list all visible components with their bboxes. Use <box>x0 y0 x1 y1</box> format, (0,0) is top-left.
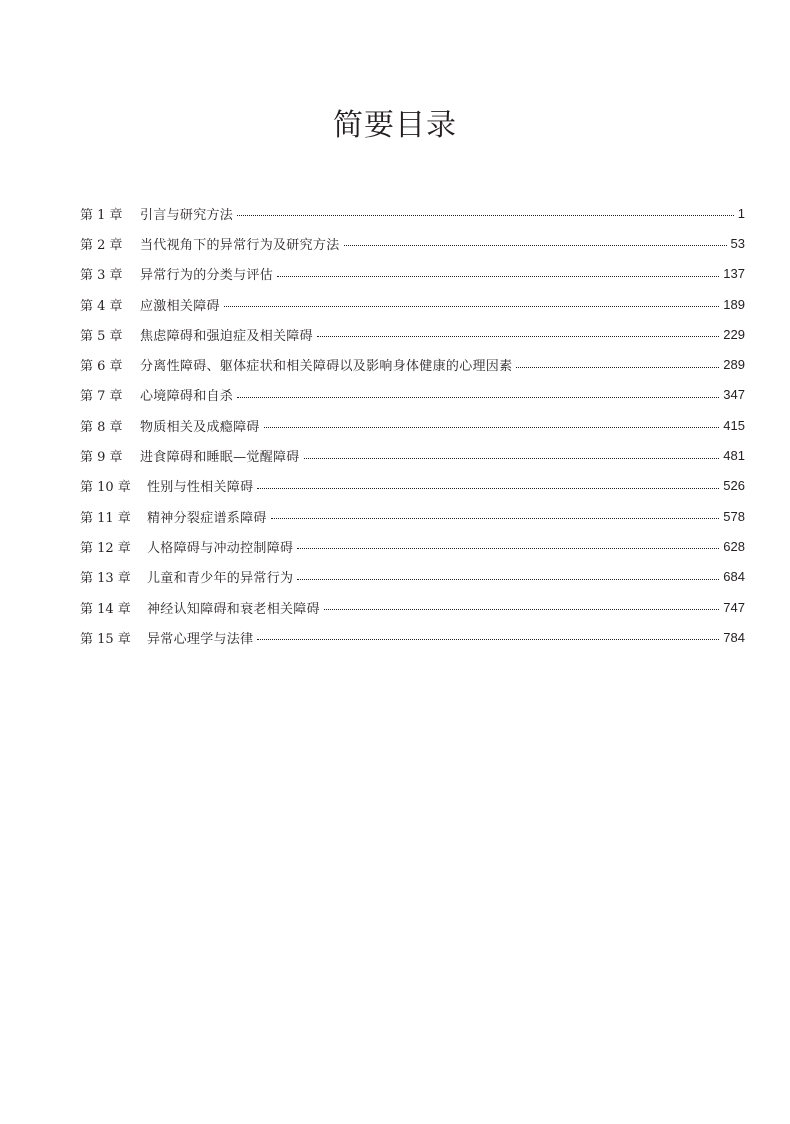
toc-entry <box>80 410 745 440</box>
toc-page-number: 137 <box>723 266 745 282</box>
toc-entry <box>80 380 745 410</box>
toc-chapter-number: 第 14 章 <box>80 601 131 617</box>
toc-chapter-title: 神经认知障碍和衰老相关障碍 <box>147 601 320 617</box>
toc-chapter-number: 第 12 章 <box>80 540 131 556</box>
toc-page-number: 526 <box>723 478 745 494</box>
toc-entry <box>80 440 745 470</box>
toc-page-number: 347 <box>723 387 745 403</box>
toc-entry <box>80 289 745 319</box>
toc-entry <box>80 531 745 561</box>
page-title: 简要目录 <box>333 108 457 143</box>
toc-chapter-number: 第 2 章 <box>80 237 123 253</box>
toc-chapter-title: 人格障碍与冲动控制障碍 <box>147 540 294 556</box>
toc-page-number: 684 <box>723 569 745 585</box>
toc-page-number: 747 <box>723 599 745 615</box>
table-of-contents <box>80 198 745 652</box>
toc-page-number: 481 <box>723 448 745 464</box>
dot-leader <box>304 457 720 459</box>
toc-entry <box>80 228 745 258</box>
toc-chapter-title: 当代视角下的异常行为及研究方法 <box>140 237 340 253</box>
toc-page-number: 1 <box>737 205 745 221</box>
toc-page-number: 784 <box>723 629 745 645</box>
toc-chapter-number: 第 6 章 <box>80 359 123 375</box>
toc-chapter-number: 第 4 章 <box>80 298 123 314</box>
dot-leader <box>271 517 720 519</box>
toc-chapter-number: 第 1 章 <box>80 207 123 223</box>
toc-page-number: 229 <box>723 326 745 342</box>
toc-entry <box>80 501 745 531</box>
toc-entry <box>80 259 745 289</box>
toc-entry <box>80 319 745 349</box>
toc-entry <box>80 622 745 652</box>
toc-page-number: 578 <box>723 508 745 524</box>
toc-chapter-title: 物质相关及成瘾障碍 <box>140 419 260 435</box>
toc-chapter-title: 应激相关障碍 <box>140 298 220 314</box>
dot-leader <box>344 244 727 246</box>
dot-leader <box>257 638 719 640</box>
dot-leader <box>264 426 720 428</box>
dot-leader <box>516 366 719 368</box>
toc-chapter-title: 性别与性相关障碍 <box>147 480 254 496</box>
toc-entry <box>80 592 745 622</box>
toc-entry <box>80 562 745 592</box>
dot-leader <box>224 305 719 307</box>
toc-chapter-number: 第 9 章 <box>80 450 123 466</box>
dot-leader <box>237 214 734 216</box>
toc-chapter-title: 异常行为的分类与评估 <box>140 268 274 284</box>
toc-entry <box>80 471 745 501</box>
toc-chapter-title: 分离性障碍、躯体症状和相关障碍以及影响身体健康的心理因素 <box>140 359 513 375</box>
toc-chapter-title: 进食障碍和睡眠—觉醒障碍 <box>140 450 300 466</box>
toc-chapter-title: 儿童和青少年的异常行为 <box>147 571 294 587</box>
dot-leader <box>237 396 719 398</box>
toc-chapter-title: 引言与研究方法 <box>140 207 234 223</box>
toc-chapter-title: 焦虑障碍和强迫症及相关障碍 <box>140 328 313 344</box>
toc-chapter-number: 第 5 章 <box>80 328 123 344</box>
toc-chapter-number: 第 15 章 <box>80 631 131 647</box>
toc-chapter-number: 第 11 章 <box>80 510 131 526</box>
toc-chapter-number: 第 10 章 <box>80 480 131 496</box>
toc-chapter-title: 精神分裂症谱系障碍 <box>147 510 267 526</box>
toc-page-number: 628 <box>723 538 745 554</box>
dot-leader <box>297 578 719 580</box>
dot-leader <box>277 275 719 277</box>
toc-entry <box>80 349 745 379</box>
toc-page-number: 53 <box>730 235 745 251</box>
dot-leader <box>297 547 719 549</box>
toc-chapter-title: 异常心理学与法律 <box>147 631 254 647</box>
toc-chapter-title: 心境障碍和自杀 <box>140 389 234 405</box>
toc-page-number: 289 <box>723 357 745 373</box>
toc-page-number: 415 <box>723 417 745 433</box>
toc-chapter-number: 第 3 章 <box>80 268 123 284</box>
toc-chapter-number: 第 8 章 <box>80 419 123 435</box>
dot-leader <box>317 335 719 337</box>
dot-leader <box>324 608 719 610</box>
toc-chapter-number: 第 13 章 <box>80 571 131 587</box>
dot-leader <box>257 487 719 489</box>
toc-entry <box>80 198 745 228</box>
toc-chapter-number: 第 7 章 <box>80 389 123 405</box>
toc-page-number: 189 <box>723 296 745 312</box>
